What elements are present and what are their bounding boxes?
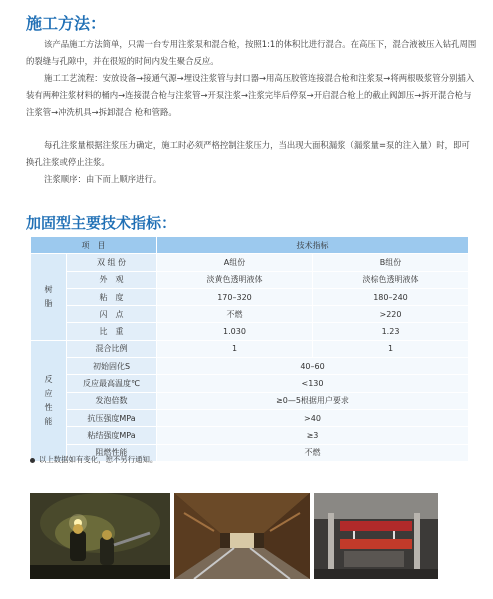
table-row (31, 375, 469, 392)
cell-a: 1 (157, 340, 313, 357)
intro-paragraph: 该产品施工方法简单，只需一台专用注浆泵和混合枪，按照1:1的体积比进行混合。在高压下，混合液被压入钻孔周围的裂缝与孔隙中，并在很短的时间内发生聚合反应。 (26, 39, 477, 66)
row-label: 外 观 (67, 271, 157, 288)
cell-value: >40 (157, 409, 469, 426)
cell-b: >220 (313, 306, 469, 323)
header-item: 项 目 (31, 237, 157, 254)
section-title-construction-method: 施工方法： (26, 14, 107, 33)
reaction-group-text: 反 应 性 能 (44, 374, 53, 426)
row-label: 抗压强度MPa (67, 409, 157, 426)
drilling-rig-photo (314, 493, 438, 579)
disclaimer-note (30, 454, 157, 465)
mine-tunnel-workers-photo (30, 493, 170, 579)
table-row (31, 271, 469, 288)
cell-b: 1 (313, 340, 469, 357)
table-row (31, 427, 469, 444)
grouting-order-paragraph: 注浆顺序：由下而上顺序进行。 (44, 174, 162, 184)
cell-b: 1.23 (313, 323, 469, 340)
cell-value: ≥0—5根据用户要求 (157, 392, 469, 409)
cell-a: 170–320 (157, 288, 313, 305)
cell-value: ≥3 (157, 427, 469, 444)
table-row (31, 323, 469, 340)
row-label: 初始固化S (67, 358, 157, 375)
row-label: 粘结强度MPa (67, 427, 157, 444)
resin-group-label (31, 254, 67, 340)
row-label: 反应最高温度℃ (67, 375, 157, 392)
table-row (31, 409, 469, 426)
row-label: 粘 度 (67, 288, 157, 305)
row-label: 发泡倍数 (67, 392, 157, 409)
cell-b: 淡棕色透明液体 (313, 271, 469, 288)
row-label: 双 组 份 (67, 254, 157, 271)
header-spec: 技术指标 (157, 237, 469, 254)
row-label: 闪 点 (67, 306, 157, 323)
cell-a: 淡黄色透明液体 (157, 271, 313, 288)
process-flow-paragraph: 施工工艺流程：安放设备→接通气源→埋设注浆管与封口器→用高压胶管连接混合枪和注浆泵→将两根吸浆管分别插入装有两种注浆材料的桶内→连接混合枪与注浆管→开泵注浆→注浆完毕后停泵→开启混合枪上的截止阀卸压→拆开混合枪与注浆管→冲洗机具→拆卸混合 枪和管路。 (26, 73, 475, 117)
reaction-group-label (31, 340, 67, 461)
row-label: 阻燃性能 (67, 444, 157, 461)
table-header-row (31, 237, 469, 254)
table-row (31, 306, 469, 323)
cell-b: B组份 (313, 254, 469, 271)
table-row (31, 340, 469, 357)
resin-group-text: 树 脂 (44, 285, 53, 309)
tunnel-track-photo (174, 493, 310, 579)
section-title-technical-specs: 加固型主要技术指标： (26, 214, 177, 232)
cell-a: A组份 (157, 254, 313, 271)
table-row (31, 288, 469, 305)
disclaimer-text: 以上数据如有变化，恕不另行通知。 (39, 455, 158, 464)
table-row (31, 392, 469, 409)
technical-spec-table (30, 236, 469, 462)
table-row (31, 358, 469, 375)
row-label: 混合比例 (67, 340, 157, 357)
cell-value: <130 (157, 375, 469, 392)
grouting-volume-paragraph: 每孔注浆量根据注浆压力确定，施工时必须严格控制注浆压力，当出现大面积漏浆（漏浆量=泵的注入量）时，即可换孔注浆或停止注浆。 (26, 140, 470, 167)
cell-value: 40–60 (157, 358, 469, 375)
row-label: 比 重 (67, 323, 157, 340)
table-row (31, 254, 469, 271)
cell-value: 不燃 (157, 444, 469, 461)
bullet-icon (30, 458, 35, 463)
cell-a: 1.030 (157, 323, 313, 340)
cell-a: 不燃 (157, 306, 313, 323)
cell-b: 180–240 (313, 288, 469, 305)
